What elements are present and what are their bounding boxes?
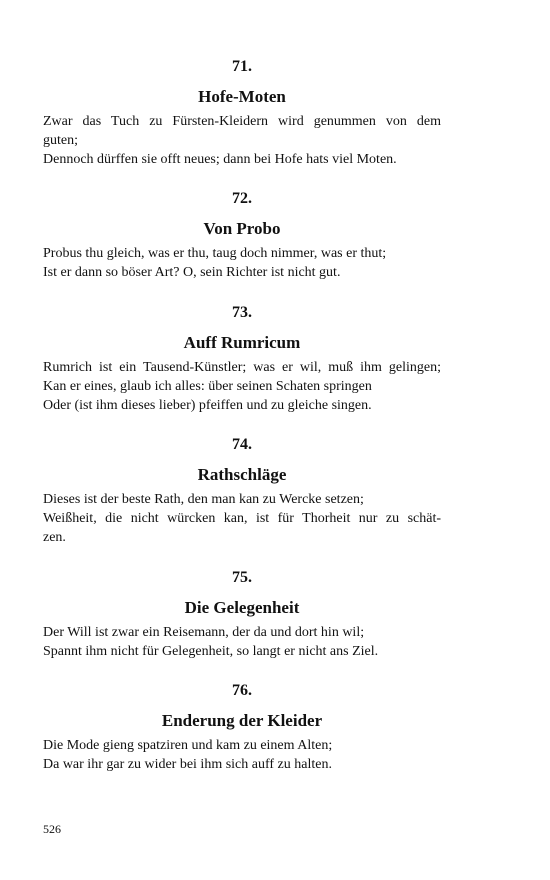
epigram-71 (43, 56, 441, 169)
epigram-76 (43, 680, 441, 774)
verse-line: Dennoch dürffen sie offt neues; dann bei Hofe hats viel Moten. (43, 152, 397, 167)
epigram-title: Von Probo (203, 219, 281, 238)
epigram-number: 76. (232, 682, 252, 699)
epigram-title: Hofe-Moten (198, 87, 286, 106)
epigram-title: Auff Rumricum (183, 333, 301, 352)
epigram-body (43, 244, 441, 282)
verse-line: Spannt ihm nicht für Gelegenheit, so langt er nicht ans Ziel. (43, 644, 379, 659)
page-number: 526 (43, 822, 61, 836)
epigram-number: 72. (232, 190, 252, 207)
verse-line: Rumrich ist ein Tausend-Künstler; was er wil, muß ihm gelingen; (43, 360, 441, 375)
epigram-number: 74. (232, 436, 252, 453)
verse-line: Der Will ist zwar ein Reisemann, der da und dort hin wil; (43, 625, 365, 640)
verse-line: Die Mode gieng spatziren und kam zu einem Alten; (43, 738, 333, 753)
epigram-number: 73. (232, 304, 252, 321)
epigram-number: 75. (232, 569, 252, 586)
verse-line: guten; (43, 133, 78, 148)
epigram-title: Rathschläge (197, 465, 287, 484)
verse-line: Oder (ist ihm dieses lieber) pfeiffen und zu gleiche singen. (43, 398, 372, 413)
epigram-73 (43, 302, 441, 415)
verse-line: zen. (43, 530, 66, 545)
verse-line: Dieses ist der beste Rath, den man kan zu Wercke setzen; (43, 492, 364, 507)
epigram-74 (43, 434, 441, 547)
epigram-body (43, 623, 441, 661)
epigram-75 (43, 567, 441, 661)
epigram-title: Die Gelegenheit (184, 598, 300, 617)
epigram-body (43, 112, 441, 169)
epigram-72 (43, 188, 441, 282)
verse-line: Ist er dann so böser Art? O, sein Richter ist nicht gut. (43, 265, 341, 280)
verse-line: Probus thu gleich, was er thu, taug doch nimmer, was er thut; (43, 246, 387, 261)
verse-line: Kan er eines, glaub ich alles: über seinen Schaten springen (43, 379, 372, 394)
epigram-body (43, 736, 441, 774)
verse-line: Da war ihr gar zu wider bei ihm sich auff zu halten. (43, 757, 332, 772)
poem-page (43, 56, 441, 774)
epigram-title: Enderung der Kleider (161, 711, 323, 730)
verse-line: Zwar das Tuch zu Fürsten-Kleidern wird genummen von dem (43, 114, 441, 129)
epigram-body (43, 358, 441, 415)
verse-line: Weißheit, die nicht würcken kan, ist für Thorheit nur zu schät- (43, 511, 441, 526)
epigram-body (43, 490, 441, 547)
epigram-number: 71. (232, 58, 252, 75)
